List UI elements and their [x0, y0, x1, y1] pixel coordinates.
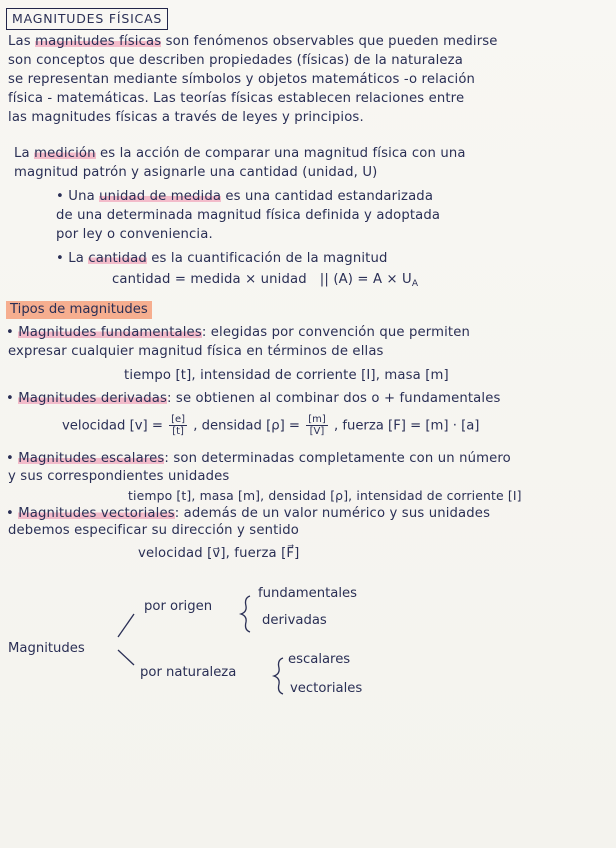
derivadas-line-1 [6, 390, 501, 408]
unidad-bullet-line-3: por ley o conveniencia. [56, 227, 213, 242]
highlight-magnitudes-fundamentales: Magnitudes fundamentales [18, 325, 202, 340]
highlight-magnitudes-vectoriales: Magnitudes vectoriales [18, 506, 175, 521]
highlight-magnitudes-derivadas: Magnitudes derivadas [18, 391, 167, 406]
intro-line-5: las magnitudes físicas a través de leyes y principios. [8, 110, 364, 125]
escalares-line-2: y sus correspondientes unidades [8, 469, 230, 484]
highlight-medicion: medición [34, 146, 96, 161]
fraction-numerator: [e] [171, 414, 186, 425]
highlight-unidad-de-medida: unidad de medida [99, 189, 222, 204]
diagram-leaf-fundamentales: fundamentales [258, 586, 358, 601]
bullet-text: • [6, 391, 19, 406]
medicion-text: La [14, 146, 35, 161]
fundamentales-line-1 [6, 324, 470, 342]
diagram-leaf-derivadas: derivadas [262, 613, 327, 628]
escalares-examples: tiempo [t], masa [m], densidad [ρ], intensidad de corriente [I] [128, 488, 522, 503]
equation-subscript: A [411, 279, 419, 289]
diagram-branch-origen: por origen [144, 599, 213, 614]
equation-text: , densidad [ρ] = [193, 418, 300, 434]
fraction-numerator: [m] [308, 414, 326, 425]
cantidad-equation [112, 271, 418, 293]
diagram-branch-lower-line [118, 650, 134, 665]
bullet-text: • [6, 325, 19, 340]
bullet-text: • [6, 506, 19, 521]
bullet-text: es la cuantificación de la magnitud [146, 251, 388, 266]
intro-line-2: son conceptos que describen propiedades (físicas) de la naturaleza [8, 53, 463, 68]
medicion-line-2: magnitud patrón y asignarle una cantidad (unidad, U) [14, 165, 378, 180]
bullet-text: • La [56, 251, 89, 266]
bullet-text: es una cantidad estandarizada [221, 189, 434, 204]
cantidad-bullet-line-1 [56, 250, 388, 268]
vectoriales-line-2: debemos especificar su dirección y sentido [8, 523, 299, 538]
diagram-branch-naturaleza: por naturaleza [140, 665, 237, 680]
unidad-bullet-line-1 [56, 188, 433, 206]
highlight-magnitudes-fisicas: magnitudes físicas [35, 34, 162, 49]
medicion-line-1 [14, 145, 466, 163]
fraction-velocidad [169, 414, 187, 437]
highlight-magnitudes-escalares: Magnitudes escalares [18, 451, 165, 466]
medicion-text: es la acción de comparar una magnitud física con una [95, 146, 466, 161]
bullet-text: : elegidas por convención que permiten [201, 325, 471, 340]
diagram-leaf-vectoriales: vectoriales [290, 681, 363, 696]
unidad-bullet-line-2: de una determinada magnitud física definida y adoptada [56, 208, 441, 223]
fraction-densidad [306, 414, 328, 437]
diagram-brace-origen [241, 596, 250, 632]
vectoriales-line-1 [6, 505, 490, 523]
equation-text: velocidad [v] = [62, 418, 163, 434]
section-heading-tipos: Tipos de magnitudes [6, 301, 152, 319]
bullet-text: : son determinadas completamente con un número [164, 451, 511, 466]
bullet-text: : además de un valor numérico y sus unidades [174, 506, 491, 521]
diagram-branch-upper-line [118, 614, 134, 637]
intro-line-4: física - matemáticas. Las teorías físicas establecen relaciones entre [8, 91, 465, 106]
diagram-leaf-escalares: escalares [288, 652, 351, 667]
diagram-brace-naturaleza [274, 658, 283, 694]
diagram-root: Magnitudes [8, 641, 85, 656]
derivadas-examples [62, 414, 479, 437]
vectoriales-examples: velocidad [v⃗], fuerza [F⃗] [138, 546, 300, 561]
intro-text: Las [8, 34, 36, 49]
bullet-text: • Una [56, 189, 100, 204]
equation-text: cantidad = medida × unidad [112, 272, 307, 287]
page-title: MAGNITUDES FÍSICAS [6, 8, 168, 30]
intro-line-3: se representan mediante símbolos y objetos matemáticos -o relación [8, 72, 476, 87]
intro-line-1 [8, 33, 498, 51]
fundamentales-line-2: expresar cualquier magnitud física en términos de ellas [8, 344, 384, 359]
intro-text: son fenómenos observables que pueden medirse [161, 34, 498, 49]
fraction-denominator: [V] [309, 426, 325, 437]
fraction-denominator: [t] [172, 426, 184, 437]
fundamentales-examples: tiempo [t], intensidad de corriente [I], masa [m] [124, 368, 449, 383]
bullet-text: : se obtienen al combinar dos o + fundamentales [167, 391, 501, 406]
equation-text: || (A) = A × U [319, 272, 412, 287]
bullet-text: • [6, 451, 19, 466]
escalares-line-1 [6, 450, 511, 468]
equation-text: , fuerza [F] = [m] · [a] [333, 418, 480, 434]
highlight-cantidad: cantidad [88, 251, 147, 266]
